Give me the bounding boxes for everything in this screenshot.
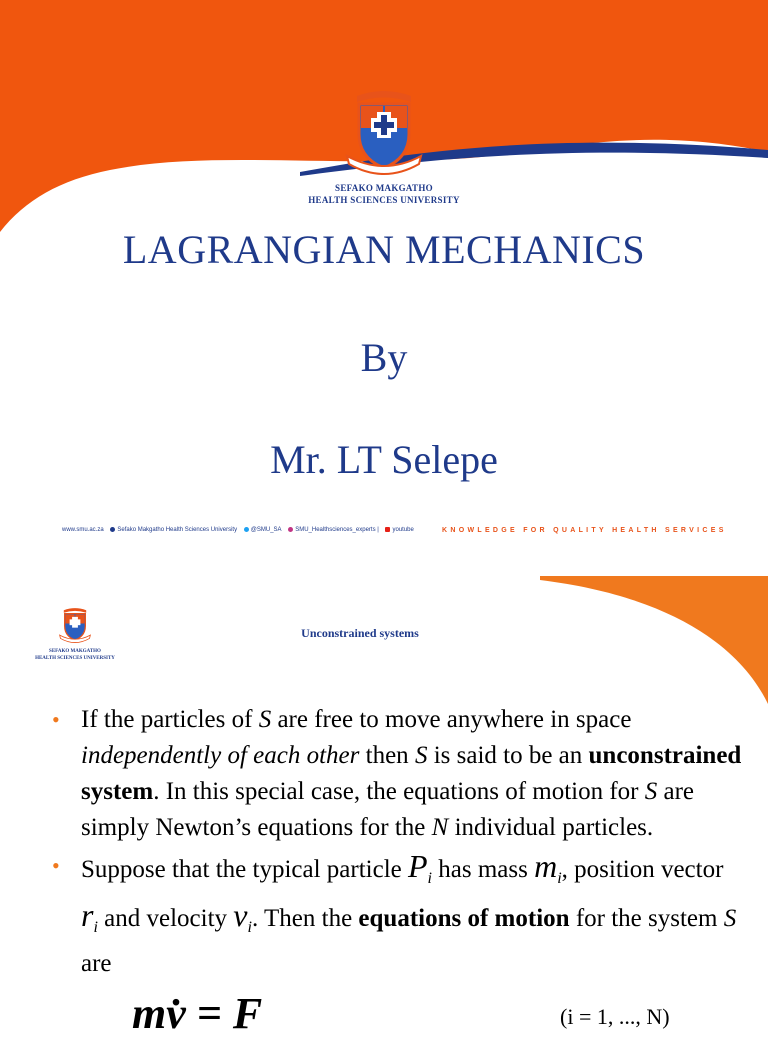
symbol-m: m xyxy=(534,848,558,884)
text: are xyxy=(81,950,112,977)
youtube-label: youtube xyxy=(392,527,414,534)
university-name xyxy=(284,182,484,206)
instagram-icon xyxy=(288,527,293,532)
symbol-v: v xyxy=(233,897,248,933)
by-label: By xyxy=(360,335,408,380)
subscript-i: i xyxy=(93,919,98,936)
text: . In this special case, the equations of motion for xyxy=(153,778,645,805)
youtube-icon xyxy=(385,527,390,532)
index-range: (i = 1, ..., N) xyxy=(560,1004,670,1029)
bullet-marker: • xyxy=(52,707,60,732)
text: has mass xyxy=(432,856,535,883)
bold-term: unconstrained system xyxy=(81,742,742,805)
twitter-label: @SMU_SA xyxy=(250,527,282,534)
subscript-i: i xyxy=(557,870,562,887)
facebook-icon xyxy=(110,527,115,532)
instagram-label: SMU_Healthsciences_experts | xyxy=(295,527,379,534)
text: , position vector xyxy=(561,856,724,883)
text: individual particles. xyxy=(448,814,654,841)
facebook-link[interactable] xyxy=(110,527,237,533)
university-name-line1: SEFAKO MAKGATHO xyxy=(335,183,433,193)
symbol-s: S xyxy=(258,706,272,733)
youtube-link[interactable] xyxy=(385,527,413,533)
bullet-marker: • xyxy=(52,853,60,878)
bullet-item-1 xyxy=(52,702,742,846)
bullet-list xyxy=(52,702,742,984)
equation-mass: m xyxy=(132,989,167,1038)
symbol-s: S xyxy=(414,742,428,769)
text: then xyxy=(359,742,415,769)
university-name-small-line1: SEFAKO MAKGATHO xyxy=(49,649,101,654)
bold-term: equations of motion xyxy=(358,905,570,932)
bullet-item-2 xyxy=(52,848,742,982)
slide-subtitle: Unconstrained systems xyxy=(301,626,419,640)
equation-of-motion xyxy=(132,988,262,1039)
subscript-i: i xyxy=(247,919,252,936)
presentation-title: LAGRANGIAN MECHANICS xyxy=(122,227,646,272)
university-name-small xyxy=(30,648,120,662)
twitter-icon xyxy=(244,527,249,532)
symbol-n: N xyxy=(431,814,449,841)
university-name-line2: HEALTH SCIENCES UNIVERSITY xyxy=(308,195,460,205)
text: and velocity xyxy=(97,905,234,932)
text: is said to be an xyxy=(427,742,589,769)
symbol-s: S xyxy=(644,778,658,805)
university-name-small-line2: HEALTH SCIENCES UNIVERSITY xyxy=(35,656,115,661)
symbol-p: P xyxy=(408,848,428,884)
website-link[interactable]: www.smu.ac.za xyxy=(62,527,104,534)
subscript-i: i xyxy=(427,870,432,887)
footer-social-links xyxy=(62,527,419,533)
text: for the system xyxy=(569,905,724,932)
italic-text: independently of each other xyxy=(81,742,360,769)
symbol-r: r xyxy=(81,897,94,933)
twitter-link[interactable] xyxy=(244,527,282,533)
equation-rhs: v̇ = F xyxy=(166,989,263,1038)
author-name: Mr. LT Selepe xyxy=(270,437,498,482)
orange-corner-swoosh xyxy=(540,576,768,706)
text: Suppose that the typical particle xyxy=(81,856,408,883)
university-motto: KNOWLEDGE FOR QUALITY HEALTH SERVICES xyxy=(442,527,727,534)
facebook-label: Sefako Makgatho Health Sciences University xyxy=(117,527,238,534)
text: are simply Newton’s equations for the xyxy=(81,778,695,841)
symbol-s: S xyxy=(723,905,737,932)
text: If the particles of xyxy=(81,706,259,733)
university-crest-logo xyxy=(343,88,425,180)
instagram-link[interactable] xyxy=(288,527,379,533)
text: . Then the xyxy=(251,905,359,932)
text: are free to move anywhere in space xyxy=(271,706,632,733)
